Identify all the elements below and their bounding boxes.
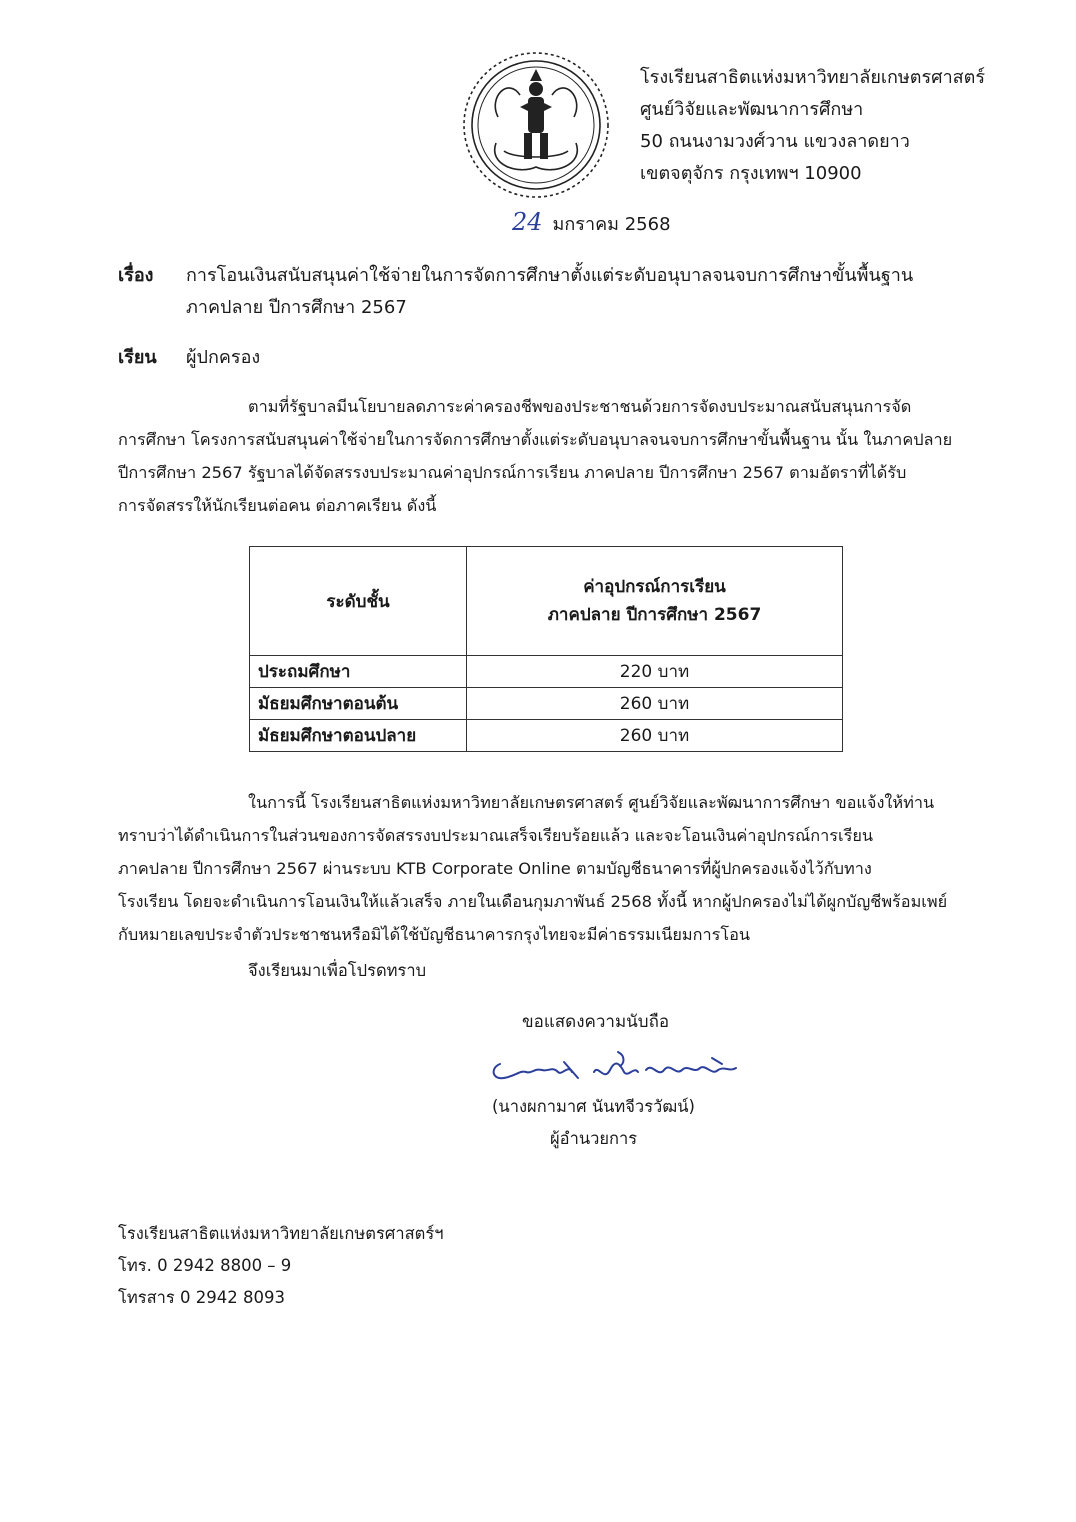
closing-line: ขอแสดงความนับถือ [522,1012,670,1032]
table-row [250,688,843,720]
footer-tel: โทร. 0 2942 8800 – 9 [118,1256,292,1275]
school-name: โรงเรียนสาธิตแห่งมหาวิทยาลัยเกษตรศาสตร์ [640,67,986,88]
subject-line-1: การโอนเงินสนับสนุนค่าใช้จ่ายในการจัดการศึกษาตั้งแต่ระดับอนุบาลจนจบการศึกษาขั้นพื้นฐาน [186,265,914,286]
level-cell: มัธยมศึกษาตอนต้น [250,688,467,720]
level-cell: ประถมศึกษา [250,656,467,688]
paragraph-line: ทราบว่าได้ดำเนินการในส่วนของการจัดสรรงบประมาณเสร็จเรียบร้อยแล้ว และจะโอนเงินค่าอุปกรณ์การเรียน [118,826,874,845]
amount-header-line-1: ค่าอุปกรณ์การเรียน [583,577,726,597]
amount-cell: 220 บาท [467,656,843,688]
amount-header [467,547,843,656]
date-month-year: มกราคม 2568 [552,214,671,235]
signer-name: (นางผกามาศ นันทจีวรวัฒน์) [492,1097,695,1116]
paragraph-line: กับหมายเลขประจำตัวประชาชนหรือมิได้ใช้บัญชีธนาคารกรุงไทยจะมีค่าธรรมเนียมการโอน [118,925,751,944]
letter-date [512,208,671,238]
footer-org: โรงเรียนสาธิตแห่งมหาวิทยาลัยเกษตรศาสตร์ฯ [118,1224,444,1243]
recipient-block [118,342,260,371]
footer-fax: โทรสาร 0 2942 8093 [118,1288,286,1307]
university-seal-logo [458,47,614,203]
table-row [250,720,843,752]
recipient-value: ผู้ปกครอง [186,347,261,368]
level-cell: มัธยมศึกษาตอนปลาย [250,720,467,752]
amount-cell: 260 บาท [467,720,843,752]
table-row [250,656,843,688]
handwritten-day: 24 [512,208,543,236]
body-paragraph-1 [118,390,998,522]
paragraph-line: ปีการศึกษา 2567 รัฐบาลได้จัดสรรงบประมาณค่าอุปกรณ์การเรียน ภาคปลาย ปีการศึกษา 2567 ตามอัตราที่ได้รับ [118,463,907,482]
table-header-row [250,547,843,656]
paragraph-line: การจัดสรรให้นักเรียนต่อคน ต่อภาคเรียน ดังนี้ [118,496,437,515]
inform-line: จึงเรียนมาเพื่อโปรดทราบ [248,961,427,980]
subject-label: เรื่อง [118,265,154,286]
level-header: ระดับชั้น [250,547,467,656]
recipient-label: เรียน [118,347,157,368]
amount-cell: 260 บาท [467,688,843,720]
footer-contact [118,1218,444,1314]
paragraph-line: ในการนี้ โรงเรียนสาธิตแห่งมหาวิทยาลัยเกษตรศาสตร์ ศูนย์วิจัยและพัฒนาการศึกษา ขอแจ้งให้ท่าน [248,793,935,812]
address-line-2: เขตจตุจักร กรุงเทพฯ 10900 [640,163,862,184]
allowance-table [249,546,843,752]
paragraph-line: ภาคปลาย ปีการศึกษา 2567 ผ่านระบบ KTB Corporate Online ตามบัญชีธนาคารที่ผู้ปกครองแจ้งไว้กับทาง [118,859,872,878]
subject-block [118,260,913,324]
paragraph-line: การศึกษา โครงการสนับสนุนค่าใช้จ่ายในการจัดการศึกษาตั้งแต่ระดับอนุบาลจนจบการศึกษาขั้นพื้นฐาน นั้น ในภาคปลาย [118,430,953,449]
address-line-1: 50 ถนนงามวงศ์วาน แขวงลาดยาว [640,131,910,152]
signer-position: ผู้อำนวยการ [550,1129,638,1148]
body-paragraph-2 [118,786,998,951]
handwritten-signature [486,1042,746,1090]
center-name: ศูนย์วิจัยและพัฒนาการศึกษา [640,99,864,120]
subject-line-2: ภาคปลาย ปีการศึกษา 2567 [186,297,407,318]
paragraph-line: ตามที่รัฐบาลมีนโยบายลดภาระค่าครองชีพของประชาชนด้วยการจัดงบประมาณสนับสนุนการจัด [248,397,912,416]
paragraph-line: โรงเรียน โดยจะดำเนินการโอนเงินให้แล้วเสร็จ ภายในเดือนกุมภาพันธ์ 2568 ทั้งนี้ หากผู้ปกครองไม่ได้ผูกบัญชีพร้อมเพย์ [118,892,948,911]
sender-address [640,62,985,190]
amount-header-line-2: ภาคปลาย ปีการศึกษา 2567 [547,605,762,625]
